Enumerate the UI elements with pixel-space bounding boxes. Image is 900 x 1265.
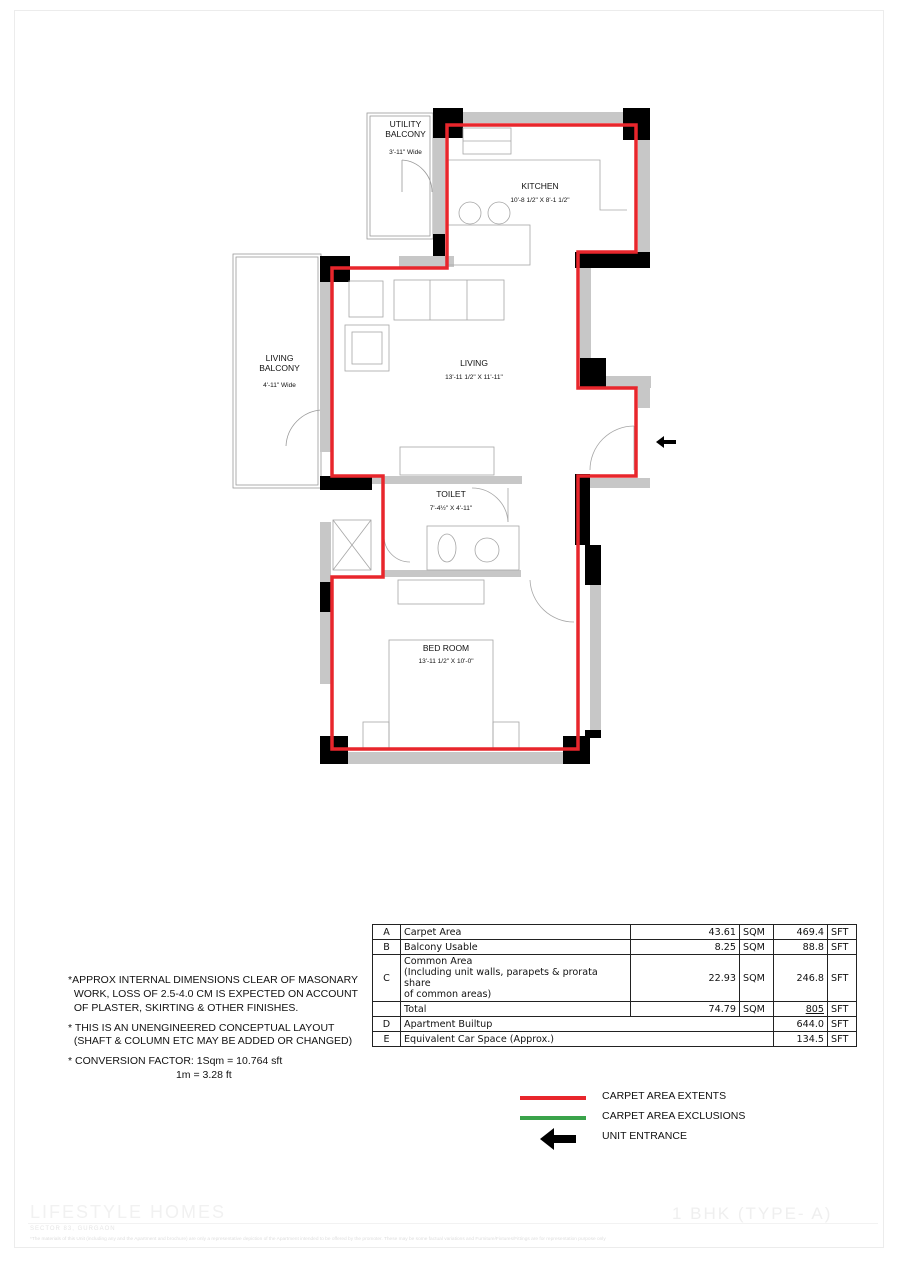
row-label [401,955,631,1002]
row-sft-unit: SFT [828,940,857,955]
row-code: D [373,1017,401,1032]
row-sft: 134.5 [774,1032,828,1047]
area-table [372,924,857,1047]
row-code: C [373,955,401,1002]
total-sft-value: 805 [805,1003,824,1015]
row-sft-unit: SFT [828,955,857,1002]
furniture [333,128,634,748]
bedroom-dimension: 13'-11 1/2" X 10'-0" [418,658,474,665]
row-label-line: of common areas) [404,989,492,1000]
note-line: * THIS IS AN UNENGINEERED CONCEPTUAL LAYOUT [68,1021,335,1034]
note-line: 1m = 3.28 ft [68,1069,232,1082]
table-row [373,955,857,1002]
row-label-line: Common Area [404,956,473,967]
brand-location: SECTOR 83, GURGAON [30,1226,116,1232]
living-balcony-name-2: BALCONY [259,362,300,373]
bedroom-label: BED ROOM [422,643,470,653]
row-sft: 246.8 [774,955,828,1002]
row-sft: 469.4 [774,925,828,940]
living-dimension: 13'-11 1/2" X 11'-11" [445,374,503,381]
living-balcony-label [252,354,307,374]
left-arrow-icon [656,436,676,448]
row-code: A [373,925,401,940]
disclaimer: *The materials of this Unit (including any and the Apartment and brochure) are only a representative depiction of the Apartment intended to be offered by the promoter. These may be some factual variations and Furniture/Fixtures/Fittings are for representation purpose only [30,1237,606,1242]
row-code [373,1002,401,1017]
note-line: WORK, LOSS OF 2.5-4.0 CM IS EXPECTED ON ACCOUNT [68,987,358,1000]
toilet-dimension: 7'-4½" X 4'-11" [429,505,473,512]
toilet-label: TOILET [436,489,466,499]
legend-label: UNIT ENTRANCE [602,1130,687,1142]
table-row [373,925,857,940]
row-sft [774,1002,828,1017]
row-sqm: 8.25 [631,940,740,955]
utility-balcony-dimension: 3'-11" Wide [389,149,422,156]
row-sqm-unit: SQM [740,925,774,940]
row-code: E [373,1032,401,1047]
row-label: Apartment Builtup [401,1017,774,1032]
kitchen-label: KITCHEN [521,181,559,191]
legend-green-line [520,1116,586,1120]
note-line: (SHAFT & COLUMN ETC MAY BE ADDED OR CHANGED) [68,1035,353,1048]
utility-balcony-name-2: BALCONY [385,128,426,139]
row-label-line: (Including unit walls, parapets & prorata share [404,967,598,989]
row-sft: 88.8 [774,940,828,955]
table-row [373,1017,857,1032]
table-row [373,940,857,955]
row-code: B [373,940,401,955]
row-label: Total [401,1002,631,1017]
legend-label: CARPET AREA EXTENTS [602,1090,727,1102]
kitchen-dimension: 10'-8 1/2" X 8'-1 1/2" [510,197,570,204]
row-sft: 644.0 [774,1017,828,1032]
table-row [373,1032,857,1047]
row-sft-unit: SFT [828,1017,857,1032]
left-arrow-icon [540,1128,576,1150]
row-sqm-unit: SQM [740,1002,774,1017]
utility-balcony-label [378,120,433,140]
row-sft-unit: SFT [828,925,857,940]
living-label: LIVING [460,358,488,368]
row-label: Balcony Usable [401,940,631,955]
row-label: Equivalent Car Space (Approx.) [401,1032,774,1047]
row-sqm: 43.61 [631,925,740,940]
legend-red-line [520,1096,586,1100]
note-line: OF PLASTER, SKIRTING & OTHER FINISHES. [68,1001,299,1014]
table-row-total [373,1002,857,1017]
notes [68,974,358,1083]
row-sqm: 22.93 [631,955,740,1002]
note-line: *APPROX INTERNAL DIMENSIONS CLEAR OF MASONARY [68,974,358,986]
legend-label: CARPET AREA EXCLUSIONS [602,1110,746,1122]
row-sft-unit: SFT [828,1032,857,1047]
row-sqm-unit: SQM [740,955,774,1002]
row-label: Carpet Area [401,925,631,940]
living-balcony-name-1: LIVING [265,353,294,363]
note-line: * CONVERSION FACTOR: 1Sqm = 10.764 sft [68,1055,283,1068]
unit-type-title: 1 BHK (TYPE- A) [672,1204,833,1223]
living-balcony-dimension: 4'-11" Wide [263,382,296,389]
brand-name: LIFESTYLE HOMES [30,1202,227,1222]
utility-balcony-name-1: UTILITY [389,119,422,129]
row-sqm-unit: SQM [740,940,774,955]
row-sft-unit: SFT [828,1002,857,1017]
row-sqm: 74.79 [631,1002,740,1017]
